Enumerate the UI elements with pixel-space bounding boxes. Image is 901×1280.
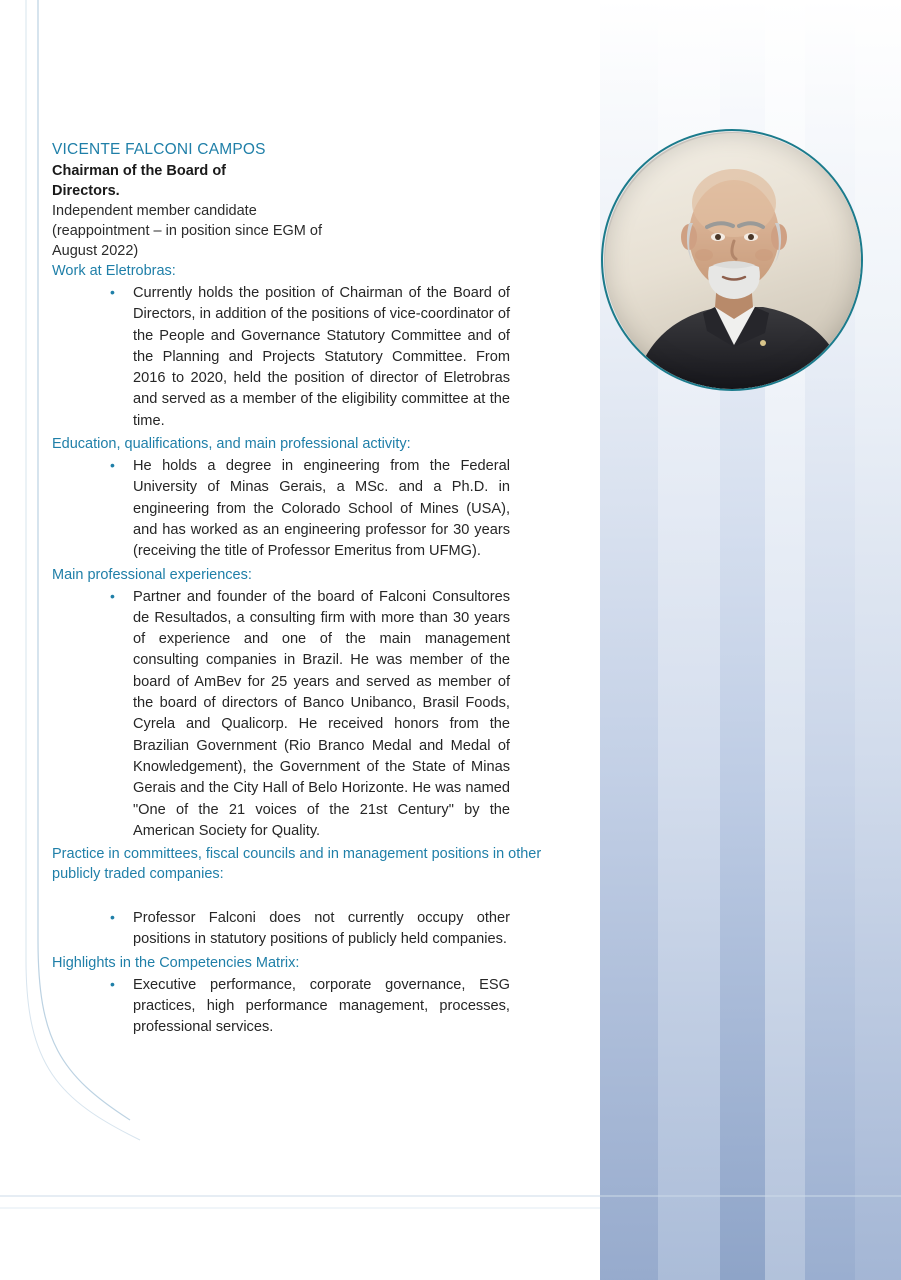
list-item: • Currently holds the position of Chairman of the Board of Directors, in addition of the positions of vice-coordinator of the People and Governance Statutory Committee and of the Planning and Projects Statutory Committee. From 2016 to 2020, held the position of director of Eletrobras and served as a member of the eligibility committee at the time.: [110, 283, 510, 432]
list-item: • Partner and founder of the board of Falconi Consultores de Resultados, a consulting firm with more than 30 years of experience and one of the main management consulting companies in Brazil. He was member of the board of AmBev for 25 years and served as member of the board of directors of Banco Unibanco, Brasil Foods, Cyrela and Qualicorp. He received honors from the Brazilian Government (Rio Branco Medal and Medal of Knowledgement), the Government of the State of Minas Gerais and the City Hall of Belo Horizonte. He was named "One of the 21 voices of the 21st Century" by the American Society for Quality.: [110, 587, 510, 843]
avatar-ring: [601, 129, 863, 391]
bio-content: [52, 140, 589, 1041]
section-bullets-work: [52, 283, 589, 432]
list-item: • He holds a degree in engineering from the Federal University of Minas Gerais, a MSc. and a Ph.D. in engineering from the Colorado School of Mines (USA), and has worked as an engineering professor for 30 years (receiving the title of Professor Emeritus from UFMG).: [110, 456, 510, 562]
section-heading-competencies: Highlights in the Competencies Matrix:: [52, 954, 300, 971]
section-bullets-education: [52, 456, 589, 562]
portrait-illustration: [603, 131, 861, 389]
section-bullets-competencies: [52, 975, 589, 1039]
list-item: • Executive performance, corporate governance, ESG practices, high performance management, processes, professional services.: [110, 975, 510, 1039]
section-heading-work: Work at Eletrobras:: [52, 263, 176, 279]
section-bullets-other-companies: [52, 908, 589, 951]
spacer: [52, 884, 589, 906]
tenure-note: (reappointment – in position since EGM of August 2022): [52, 223, 322, 259]
section-heading-other-companies: Practice in committees, fiscal councils and in management positions in other publicly traded companies:: [52, 846, 542, 883]
person-name: VICENTE FALCONI CAMPOS: [52, 141, 266, 158]
section-heading-experience: Main professional experiences:: [52, 566, 252, 583]
person-role: Chairman of the Board of Directors.: [52, 163, 227, 199]
section-bullets-experience: [52, 587, 589, 843]
candidacy-note: Independent member candidate: [52, 203, 257, 219]
portrait-photo: [603, 131, 861, 389]
list-item: • Professor Falconi does not currently occupy other positions in statutory positions of publicly held companies.: [110, 908, 510, 951]
avatar: [601, 129, 863, 391]
section-heading-education: Education, qualifications, and main professional activity:: [52, 436, 411, 453]
